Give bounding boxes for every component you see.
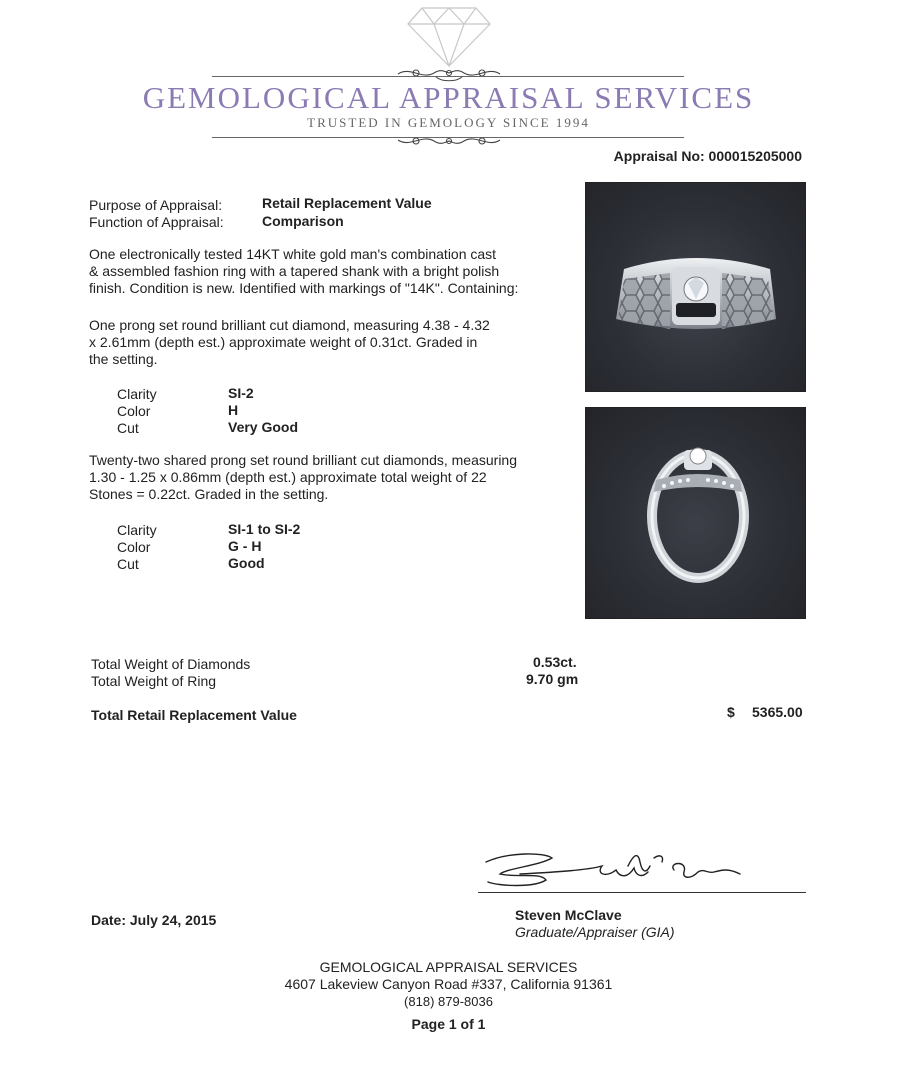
side-stones-line: Twenty-two shared prong set round brilliant cut diamonds, measuring [89,452,517,468]
center-stone-line: the setting. [89,351,158,367]
side-color-label: Color [117,539,151,555]
ring-top-view-photo [585,182,806,392]
side-clarity-value: SI-1 to SI-2 [228,521,301,537]
ring-top-view-icon [586,183,805,391]
side-color-value: G - H [228,538,262,554]
description-line: One electronically tested 14KT white gold man's combination cast [89,246,497,262]
company-tagline: TRUSTED IN GEMOLOGY SINCE 1994 [307,115,590,130]
signature-line [478,892,806,893]
center-cut-value: Very Good [228,419,299,435]
side-cut-value: Good [228,555,265,571]
currency-symbol: $ [727,704,735,720]
description-line: finish. Condition is new. Identified with markings of "14K". Containing: [89,280,519,296]
total-diamonds-value: 0.53ct. [533,654,577,670]
side-clarity-label: Clarity [117,522,157,538]
company-title: GEMOLOGICAL APPRAISAL SERVICES [142,80,755,115]
signature-icon [478,844,778,894]
side-stones-line: Stones = 0.22ct. Graded in the setting. [89,486,329,502]
appraisal-number: Appraisal No: 000015205000 [613,148,802,164]
side-stones-line: 1.30 - 1.25 x 0.86mm (depth est.) approximate total weight of 22 [89,469,487,485]
center-stone-line: One prong set round brilliant cut diamond, measuring 4.38 - 4.32 [89,317,490,333]
purpose-label: Purpose of Appraisal: [89,197,223,213]
total-retail-label: Total Retail Replacement Value [91,707,297,723]
total-ring-value: 9.70 gm [526,671,579,687]
top-rule [212,76,684,77]
bottom-flourish-icon [396,130,502,152]
appraisal-date: Date: July 24, 2015 [91,912,217,928]
purpose-value: Retail Replacement Value [262,195,432,211]
total-diamonds-label: Total Weight of Diamonds [91,656,251,672]
diamond-logo-icon [404,4,494,68]
appraiser-title: Graduate/Appraiser (GIA) [515,924,675,940]
ring-side-view-icon [586,408,805,618]
center-color-value: H [228,402,239,418]
total-retail-value: 5365.00 [752,704,803,720]
center-clarity-value: SI-2 [228,385,254,401]
footer-company: GEMOLOGICAL APPRAISAL SERVICES [319,959,578,975]
description-line: & assembled fashion ring with a tapered shank with a bright polish [89,263,500,279]
side-cut-label: Cut [117,556,139,572]
ring-side-view-photo [585,407,806,619]
center-stone-line: x 2.61mm (depth est.) approximate weight of 0.31ct. Graded in [89,334,478,350]
center-clarity-label: Clarity [117,386,157,402]
total-ring-label: Total Weight of Ring [91,673,217,689]
center-color-label: Color [117,403,151,419]
footer-phone: (818) 879-8036 [404,994,493,1009]
function-label: Function of Appraisal: [89,214,224,230]
page-number: Page 1 of 1 [411,1016,486,1032]
appraiser-name: Steven McClave [515,907,622,923]
center-cut-label: Cut [117,420,139,436]
function-value: Comparison [262,213,344,229]
footer-address: 4607 Lakeview Canyon Road #337, California 91361 [284,976,613,992]
